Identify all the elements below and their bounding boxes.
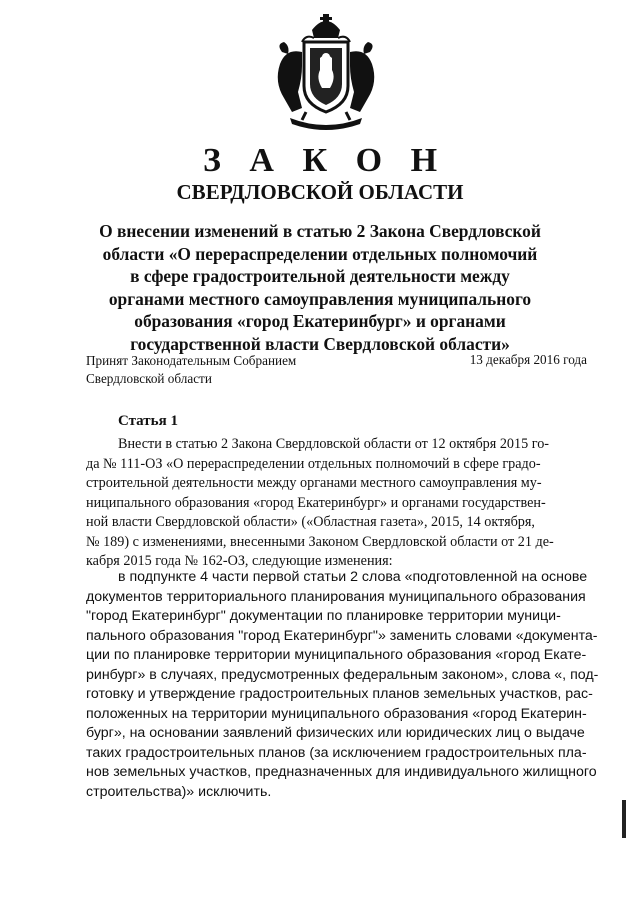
paragraph-line: готовку и утверждение градостроительных планов земельных участков, рас- [86,686,593,702]
subject-line: органами местного самоуправления муниципального [108,288,532,309]
article-paragraph-2 [86,568,599,802]
subject-line: образования «город Екатеринбург» и органами [134,311,506,331]
law-subject-title [90,220,550,355]
paragraph-line: пального образования "город Екатеринбург"» заменить словами «документа- [86,627,598,644]
paragraph-line: № 189) с изменениями, внесенными Законом Свердловской области от 21 де- [86,533,554,550]
paragraph-line: бург», на основании заявлений физических или юридических лиц о выдаче [86,725,585,741]
issuing-region-heading: СВЕРДЛОВСКОЙ ОБЛАСТИ [176,180,464,204]
subject-line: О внесении изменений в статью 2 Закона Свердловской [99,221,541,241]
paragraph-line: положенных на территории муниципального образования «город Екатерин- [86,705,587,722]
paragraph-line: "город Екатеринбург" документации по планировке территории муници- [86,608,561,624]
subject-line: в сфере градостроительной деятельности между [130,266,510,286]
article-title: Статья 1 [118,413,178,429]
paragraph-line: ринбург» в случаях, предусмотренных федеральным законом», слова «, под- [86,666,599,683]
adopted-line: Свердловской области [86,371,212,386]
paragraph-line: Внести в статью 2 Закона Свердловской области от 12 октября 2015 го- [118,436,550,452]
coat-of-arms-icon [262,8,390,136]
paragraph-line: ной власти Свердловской области» («Областная газета», 2015, 14 октября, [86,514,535,530]
article-paragraph-1 [86,435,588,572]
paragraph-line: в подпункте 4 части первой статьи 2 слова «подготовленной на основе [118,569,588,585]
paragraph-line: ниципального образования «город Екатеринбург» и органами государствен- [86,494,546,511]
paragraph-line: нов земельных участков, предназначенных для индивидуального жилищного [86,764,597,780]
scan-margin-mark [622,800,626,838]
paragraph-line: таких градостроительных планов (за исключением градостроительных пла- [86,744,587,761]
paragraph-line: да № 111-ОЗ «О перераспределении отдельных полномочий в сфере градо- [86,455,541,472]
paragraph-line: ции по планировке территории муниципального образования «город Екате- [86,647,587,663]
subject-line: государственной власти Свердловской области» [130,333,510,354]
subject-line: области «О перераспределении отдельных полномочий [102,243,538,264]
paragraph-line: документов территориального планирования муниципального образования [86,588,586,605]
document-type-heading: З А К О Н [202,142,448,179]
adopted-by [86,352,296,388]
paragraph-line: кабря 2015 года № 162-ОЗ, следующие изменения: [86,553,393,569]
adopted-line: Принят Законодательным Собранием [86,353,297,368]
adoption-date: 13 декабря 2016 года [469,352,587,367]
paragraph-line: строительства)» исключить. [86,783,272,800]
paragraph-line: строительной деятельности между органами местного самоуправления му- [86,475,542,491]
